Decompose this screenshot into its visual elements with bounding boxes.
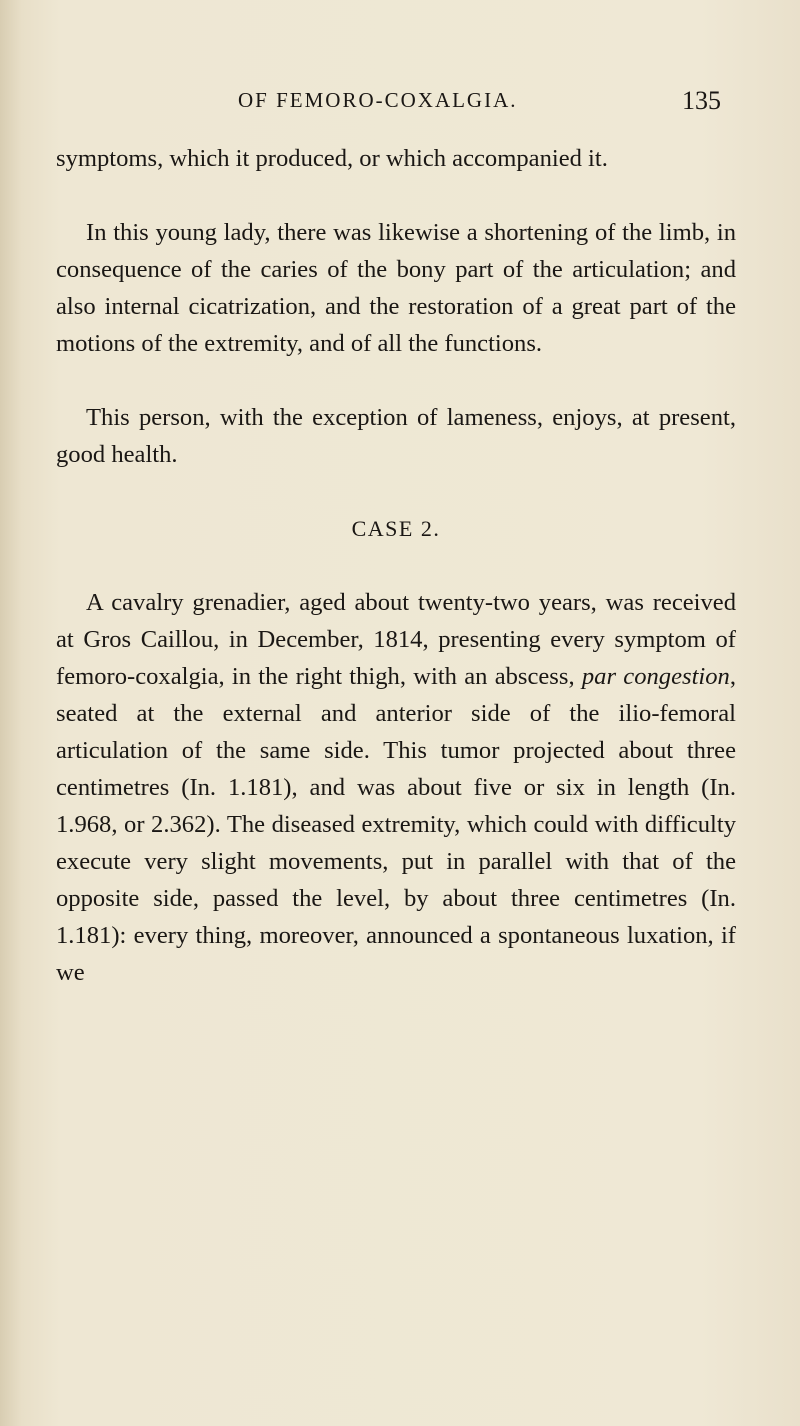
running-head: OF FEMORO-COXALGIA. [238,88,518,112]
paragraph-continuation: symptoms, which it produced, or which accompanied it. [56,145,608,172]
case-text-end: , seated at the external and anterior side of the ilio-femoral articulation of the same side. This tumor projected about three centimetres (In. 1.181), and was about five or six in length (In. 1.968, or 2.362). The diseased extremity, which could with difficulty execute very slight movements, put in parallel with that of the opposite side, passed the level, by about three centimetres (In. 1.181): every thing, moreover, announced a spontaneous luxation, if we [56,663,736,986]
paragraph-case-2 [56,584,736,991]
paragraph-young-lady: In this young lady, there was likewise a shortening of the limb, in consequence of the caries of the bony part of the articulation; and also internal cicatrization, and the restoration of a great part of the motions of the extremity, and of all the functions. [56,219,736,357]
case-text-italic: par congestion [581,663,730,690]
body-text [56,140,736,991]
paragraph-health: This person, with the exception of lameness, enjoys, at present, good health. [56,404,736,468]
page-header [0,88,800,124]
case-heading: CASE 2. [351,516,441,541]
page-number: 135 [682,86,721,115]
case-text-start: A cavalry grenadier, aged about twenty-two years, was received at Gros Caillou, in December, 1814, presenting every symptom of femoro-coxalgia, in the right thigh, with an abscess, [56,589,736,690]
